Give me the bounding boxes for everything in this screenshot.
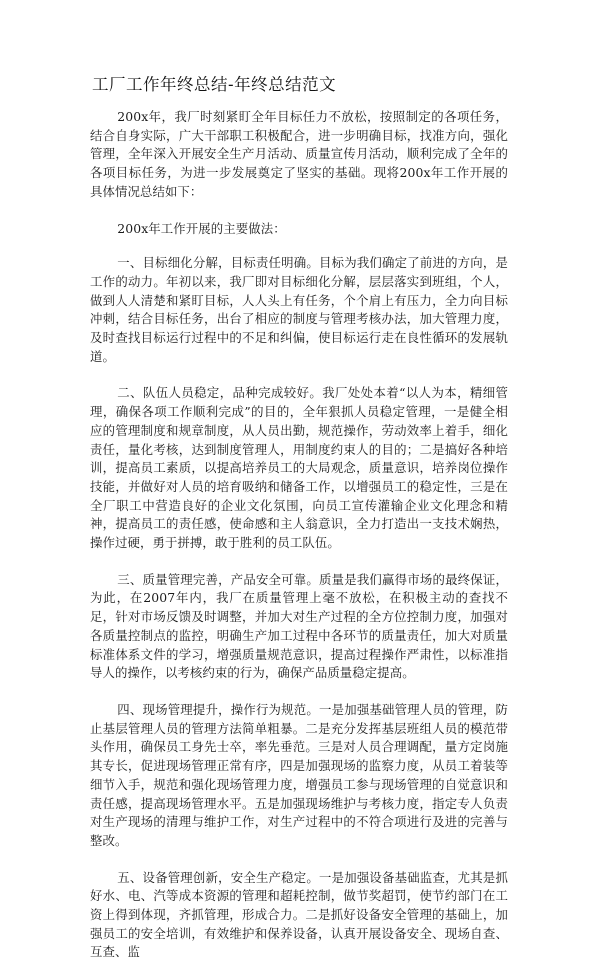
paragraph-equipment-management: 五、设备管理创新，安全生产稳定。一是加强设备基础监查，尤其是抓好水、电、汽等成本资源的管理和超耗控制，做节奖超罚，使节约部门在工资上得到体现，齐抓管理，形成合力。二是抓好设备安全管理的基础上，加强员工的安全培训，有效维护和保养设备，认真开展设备安全、现场自查、互查、监 [90, 869, 508, 960]
paragraph-site-management: 四、现场管理提升，操作行为规范。一是加强基础管理人员的管理，防止基层管理人员的管理方法简单粗暴。二是充分发挥基层班组人员的模范带头作用，确保员工身先士卒，率先垂范。三是对人员合理调配，量方定岗施其专长，促进现场管理正常有序，四是加强现场的监察力度，从员工着装等细节入手，规范和强化现场管理力度，增强员工参与现场管理的自觉意识和责任感，提高现场管理水平。五是加强现场维护与考核力度，指定专人负责对生产现场的清理与维护工作，对生产过程中的不符合项进行及进的完善与整改。 [90, 701, 508, 848]
intro-paragraph: 200x年，我厂时刻紧盯全年目标任力不放松，按照制定的各项任务，结合自身实际，广大干部职工积极配合，进一步明确目标，找准方向，强化管理，全年深入开展安全生产月活动、质量宣传月活动，顺利完成了全年的各项目标任务，为进一步发展奠定了坚实的基础。现将200x年工作开展的具体情况总结如下： [90, 109, 508, 199]
paragraph-staff-stability: 二、队伍人员稳定，品种完成较好。我厂处处本着“以人为本，精细管理，确保各项工作顺利完成”的目的，全年狠抓人员稳定管理，一是健全相应的管理制度和规章制度，从人员出勤，规范操作，劳动效率上着手，细化责任，量化考核，达到制度管理人，用制度约束人的目的；二是搞好各种培训，提高员工素质，以提高培养员工的大局观念，质量意识，培养岗位操作技能，并做好对人员的培育吸纳和储备工作，以增强员工的稳定性，三是在全厂职工中营造良好的企业文化氛围，向员工宣传灌输企业文化理念和精神，提高员工的责任感，使命感和主人翁意识，全力打造出一支技术娴热，操作过硬，勇于拼搏，敢于胜利的员工队伍。 [90, 385, 508, 551]
section-heading: 200x年工作开展的主要做法： [117, 220, 286, 236]
document-body [90, 108, 508, 980]
document-title: 工厂工作年终总结-年终总结范文 [92, 75, 337, 94]
paragraph-target-breakdown: 一、目标细化分解，目标责任明确。目标为我们确定了前进的方向，是工作的动力。年初以来，我厂即对目标细化分解，层层落实到班组，个人，做到人人清楚和紧盯目标，人人头上有任务，个个肩上有压力，全力向目标冲刺，结合目标任务，出台了相应的制度与管理考核办法，加大管理力度，及时查找目标运行过程中的不足和纠偏，使目标运行走在良性循环的发展轨道。 [90, 255, 508, 364]
paragraph-quality-management: 三、质量管理完善，产品安全可靠。质量是我们赢得市场的最终保证，为此，在2007年内，我厂在质量管理上毫不放松，在积极主动的查找不足，针对市场反馈及时调整，并加大对生产过程的全方位控制力度，加强对各质量控制点的监控，明确生产加工过程中各环节的质量责任，加大对质量标准体系文件的学习，增强质量规范意识，提高过程操作严肃性，以标准指导人的操作，以考核约束的行为，确保产品质量稳定提高。 [90, 571, 508, 681]
